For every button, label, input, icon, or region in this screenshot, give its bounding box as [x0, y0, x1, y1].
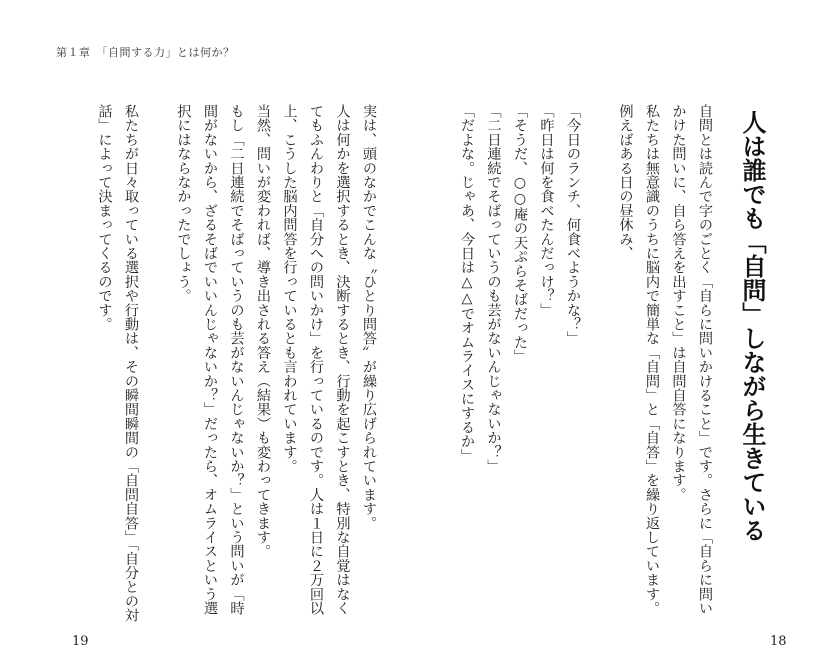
- paragraph-gap: [144, 104, 170, 624]
- left-page-body: [72, 104, 382, 624]
- right-page-body: [459, 104, 718, 624]
- dialogue-line: 「二日連続でそばっていうのも芸がないんじゃないか？」: [485, 104, 502, 474]
- body-paragraph: 私たちは無意識のうちに脳内で簡単な「自問」と「自答」を繰り返しています。: [644, 104, 660, 616]
- paragraph-gap: [586, 104, 612, 624]
- body-paragraph: 実は、頭のなかでこんな〝ひとり問答〟が繰り広げられています。: [361, 104, 377, 530]
- dialogue-line: 「今日のランチ、何食べようかな？」: [565, 104, 581, 346]
- page-number-right: 18: [770, 634, 787, 649]
- body-paragraph: 当然、問いが変われば、導き出される答え（結果）も変わってきます。: [255, 104, 271, 559]
- section-heading: 人は誰でも「自問」しながら生きている: [738, 110, 767, 542]
- dialogue-line: 「だよな。じゃあ、今日は△△でオムライスにするか」: [459, 104, 475, 463]
- body-paragraph: 私たちが日々取っている選択や行動は、その瞬間瞬間の「自問自答」「自分との対話」によって決まってくるのです。: [96, 104, 139, 623]
- dialogue-line: 「昨日は何を食べたんだっけ？」: [538, 104, 555, 317]
- dialogue-line: 「そうだ、○○庵の天ぷらそばだった」: [512, 104, 528, 364]
- page-number-left: 19: [72, 634, 89, 649]
- body-paragraph: もし「二日連続でそばっていうのも芸がないんじゃないか？」という問いが「時間がないから、ざるそばでいいんじゃないか？」だったら、オムライスという選択にはならなかったでしょう。: [175, 104, 245, 616]
- body-paragraph: 例えばある日の昼休み、: [617, 104, 634, 261]
- running-header: 第１章 「自問する力」とは何か？: [56, 46, 235, 59]
- body-paragraph: 人は何かを選択するとき、決断するとき、行動を起こすとき、特別な自覚はなくてもふんわりと「自分への問いかけ」を行っているのです。人は１日に２万回以上、こうした脳内問答を行っているとも言われています。: [281, 104, 351, 616]
- body-paragraph: 自問とは読んで字のごとく「自らに問いかけること」です。さらに「自らに問いかけた問いに、自ら答えを出すこと」は自問自答になります。: [670, 104, 713, 616]
